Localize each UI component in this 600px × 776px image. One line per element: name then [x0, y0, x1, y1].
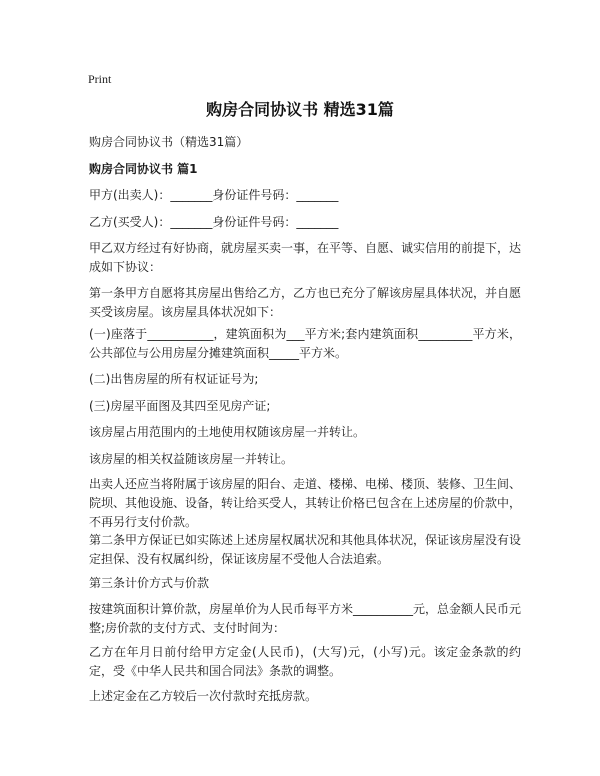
item-2-line: (二)出售房屋的所有权证证号为; [89, 372, 259, 386]
deposit-paragraph: 乙方在年月日前付给甲方定金(人民币)，(大写)元，(小写)元。该定金条款的约定，受《中华人民共和国合同法》条款的调整。 [89, 645, 521, 678]
land-use-line: 该房屋占用范围内的土地使用权随该房屋一并转让。 [89, 425, 366, 439]
intro-paragraph: 甲乙双方经过有好协商，就房屋买卖一事，在平等、自愿、诚实信用的前提下，达成如下协议： [89, 241, 522, 274]
item-1-paragraph: (一)座落于___________，建筑面积为___平方米;套内建筑面积_________平方米，公共部位与公用房屋分摊建筑面积_____平方米。 [89, 327, 521, 360]
pricing-paragraph: 按建筑面积计算价款，房屋单价为人民币每平方米__________元，总金额人民币元整;房价款的支付方式、支付时间为： [89, 602, 522, 635]
facilities-paragraph: 出卖人还应当将附属于该房屋的阳台、走道、楼梯、电梯、楼顶、装修、卫生间、院坝、其他设施、设备，转让给买受人，其转让价格已包含在上述房屋的价款中，不再另行支付价款。 [89, 477, 522, 529]
page-title: 购房合同协议书 精选31篇 [206, 100, 394, 119]
section-heading: 购房合同协议书 篇1 [89, 162, 198, 176]
article-2-paragraph: 第二条甲方保证已如实陈述上述房屋权属状况和其他具体状况，保证该房屋没有设定担保、没有权属纠纷，保证该房屋不受他人合法追索。 [89, 533, 522, 566]
article-1-paragraph: 第一条甲方自愿将其房屋出售给乙方，乙方也已充分了解该房屋具体状况，并自愿买受该房屋。该房屋具体状况如下： [89, 286, 522, 319]
party-b-line: 乙方(买受人)：_______身份证件号码：_______ [89, 215, 339, 229]
deposit-offset-line: 上述定金在乙方较后一次付款时充抵房款。 [89, 689, 318, 703]
print-link[interactable]: Print [88, 72, 112, 86]
item-3-line: (三)房屋平面图及其四至见房产证; [89, 399, 271, 413]
party-a-line: 甲方(出卖人)：_______身份证件号码：_______ [89, 188, 339, 202]
article-3-heading: 第三条计价方式与价款 [89, 576, 210, 590]
rights-line: 该房屋的相关权益随该房屋一并转让。 [89, 452, 294, 466]
document-subtitle: 购房合同协议书（精选31篇） [89, 135, 249, 149]
